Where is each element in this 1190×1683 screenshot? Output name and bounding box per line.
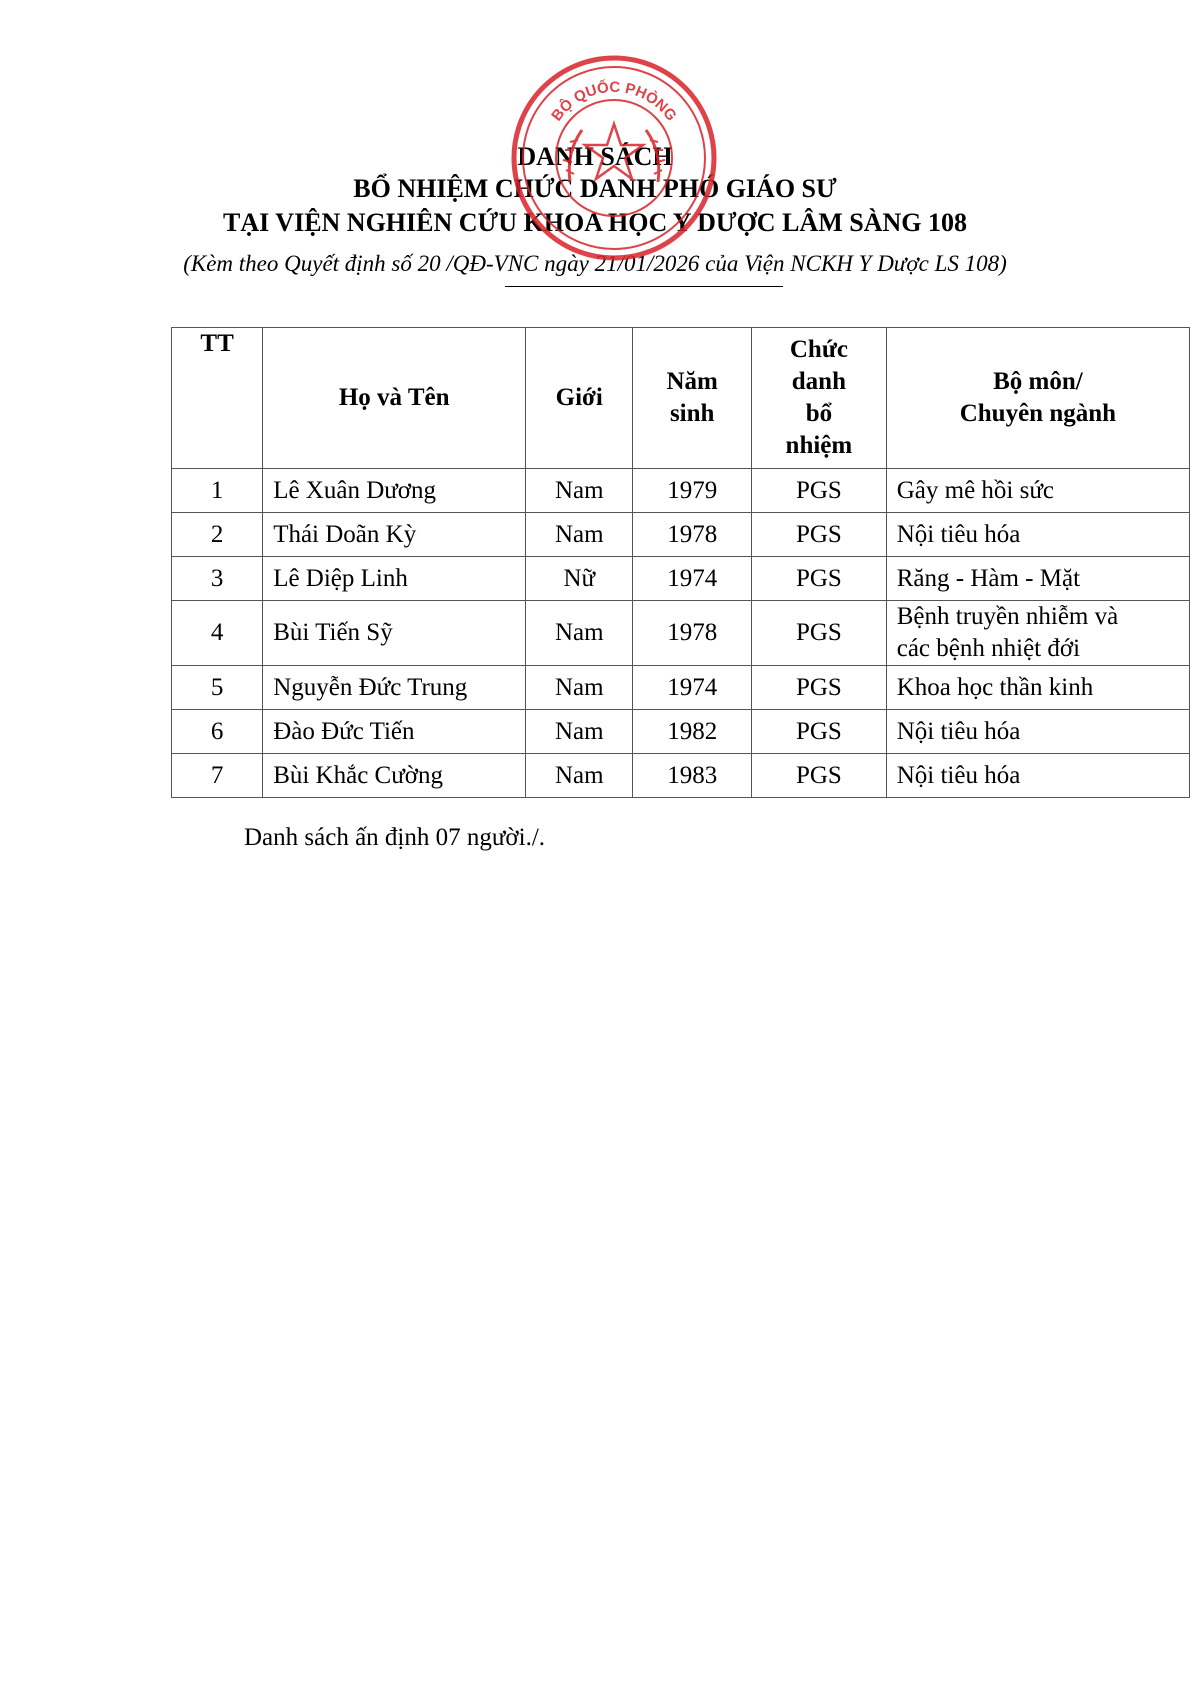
cell-title: PGS	[752, 557, 887, 601]
header-title-line-3: bổ	[805, 400, 833, 427]
cell-title: PGS	[752, 513, 887, 557]
document-title-line-1: DANH SÁCH	[517, 142, 673, 171]
cell-gender: Nam	[526, 601, 633, 666]
header-specialty	[886, 328, 1189, 469]
header-title-line-2: danh	[791, 368, 846, 395]
table-row	[172, 601, 1190, 666]
document-subtitle: (Kèm theo Quyết định số 20 /QĐ-VNC ngày 21/01/2026 của Viện NCKH Y Dược LS 108)	[183, 251, 1007, 276]
cell-tt: 4	[172, 601, 263, 666]
cell-title: PGS	[752, 666, 887, 710]
cell-birth-year: 1983	[633, 754, 752, 798]
appointment-table	[171, 327, 1190, 798]
svg-text:BỘ QUỐC PHÒNG	[548, 78, 680, 124]
header-title-line-4: nhiệm	[785, 432, 853, 459]
cell-gender: Nam	[526, 469, 633, 513]
cell-specialty	[886, 601, 1189, 666]
cell-birth-year: 1974	[633, 666, 752, 710]
header-birth-year-line-1: Năm	[666, 368, 718, 395]
table-header-row	[172, 328, 1190, 469]
cell-gender: Nam	[526, 754, 633, 798]
cell-birth-year: 1974	[633, 557, 752, 601]
cell-specialty: Nội tiêu hóa	[886, 710, 1189, 754]
cell-birth-year: 1982	[633, 710, 752, 754]
header-specialty-line-1: Bộ môn/	[993, 368, 1083, 395]
table-row	[172, 513, 1190, 557]
cell-specialty-line-2: các bệnh nhiệt đới	[896, 635, 1081, 662]
cell-gender: Nam	[526, 710, 633, 754]
header-birth-year-line-2: sinh	[669, 400, 715, 427]
cell-specialty: Nội tiêu hóa	[886, 754, 1189, 798]
cell-tt: 2	[172, 513, 263, 557]
cell-gender: Nam	[526, 513, 633, 557]
cell-specialty: Khoa học thần kinh	[886, 666, 1189, 710]
header-tt: TT	[172, 328, 263, 469]
header-appointed-title	[752, 328, 887, 469]
cell-tt: 6	[172, 710, 263, 754]
header-birth-year	[633, 328, 752, 469]
document-title-line-2: BỔ NHIỆM CHỨC DANH PHÓ GIÁO SƯ	[353, 174, 837, 203]
document-title-line-3: TẠI VIỆN NGHIÊN CỨU KHOA HỌC Y DƯỢC LÂM SÀNG 108	[223, 208, 967, 237]
subtitle-underline	[505, 286, 783, 287]
header-gender: Giới	[526, 328, 633, 469]
table-row	[172, 666, 1190, 710]
cell-title: PGS	[752, 469, 887, 513]
cell-name: Bùi Khắc Cường	[263, 754, 526, 798]
cell-name: Thái Doãn Kỳ	[263, 513, 526, 557]
cell-tt: 5	[172, 666, 263, 710]
cell-gender: Nam	[526, 666, 633, 710]
cell-specialty: Răng - Hàm - Mặt	[886, 557, 1189, 601]
header-title-line-1: Chức	[789, 336, 848, 363]
table-row	[172, 754, 1190, 798]
cell-title: PGS	[752, 754, 887, 798]
cell-name: Nguyễn Đức Trung	[263, 666, 526, 710]
cell-title: PGS	[752, 710, 887, 754]
seal-text: BỘ QUỐC PHÒNG	[548, 78, 680, 125]
list-footer-note: Danh sách ấn định 07 người./.	[244, 824, 546, 851]
cell-specialty-line-1: Bệnh truyền nhiễm và	[896, 603, 1119, 630]
cell-specialty: Gây mê hồi sức	[886, 469, 1189, 513]
cell-title: PGS	[752, 601, 887, 666]
cell-name: Lê Xuân Dương	[263, 469, 526, 513]
cell-specialty: Nội tiêu hóa	[886, 513, 1189, 557]
cell-birth-year: 1978	[633, 601, 752, 666]
cell-name: Lê Diệp Linh	[263, 557, 526, 601]
cell-gender: Nữ	[526, 557, 633, 601]
header-specialty-line-2: Chuyên ngành	[959, 400, 1117, 427]
cell-tt: 7	[172, 754, 263, 798]
cell-tt: 1	[172, 469, 263, 513]
table-row	[172, 557, 1190, 601]
cell-name: Bùi Tiến Sỹ	[263, 601, 526, 666]
cell-birth-year: 1979	[633, 469, 752, 513]
cell-tt: 3	[172, 557, 263, 601]
cell-name: Đào Đức Tiến	[263, 710, 526, 754]
table-row	[172, 710, 1190, 754]
header-name: Họ và Tên	[263, 328, 526, 469]
table-row	[172, 469, 1190, 513]
cell-birth-year: 1978	[633, 513, 752, 557]
